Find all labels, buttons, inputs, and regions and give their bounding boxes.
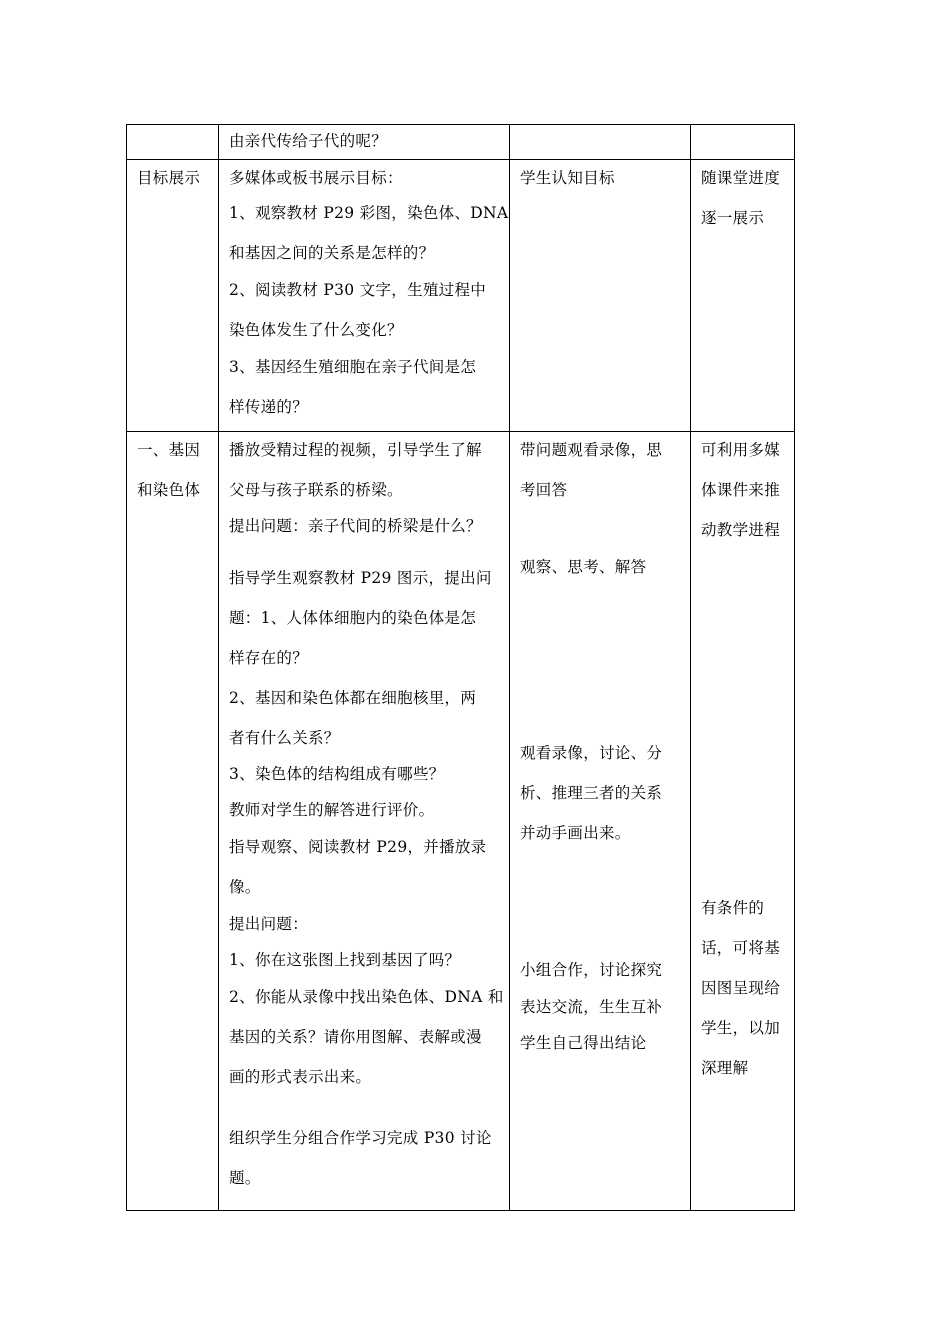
- text-line: 观察、思考、解答: [520, 558, 647, 576]
- text-line: 教师对学生的解答进行评价。: [229, 801, 435, 819]
- notes-cell: [691, 160, 795, 432]
- text-line: 带问题观看录像，思: [520, 441, 663, 459]
- text-line: 指导观察、阅读教材 P29，并播放录: [229, 838, 487, 856]
- text-line: 有条件的: [701, 899, 765, 917]
- text-line: 学生认知目标: [520, 169, 615, 187]
- text-line: 画的形式表示出来。: [229, 1068, 372, 1086]
- text-line: 提出问题：: [229, 915, 309, 933]
- text-line: 析、推理三者的关系: [520, 784, 663, 802]
- notes-cell: [691, 432, 795, 1211]
- table-row: [127, 160, 795, 432]
- student-activity-cell: [510, 125, 691, 160]
- text-line: 2、你能从录像中找出染色体、DNA 和: [229, 988, 504, 1006]
- text-line: 考回答: [520, 481, 568, 499]
- text-line: 随课堂进度: [701, 169, 781, 187]
- text-line: 表达交流，生生互补: [520, 998, 663, 1016]
- text-line: 体课件来推: [701, 481, 781, 499]
- student-activity-cell: [510, 160, 691, 432]
- text-line: 观看录像，讨论、分: [520, 744, 663, 762]
- stage-cell: [127, 125, 219, 160]
- text-line: 播放受精过程的视频，引导学生了解: [229, 441, 482, 459]
- text-line: 者有什么关系？: [229, 729, 340, 747]
- text-line: 样存在的？: [229, 649, 309, 667]
- text-line: 题。: [229, 1169, 261, 1187]
- text-line: 可利用多媒: [701, 441, 781, 459]
- text-line: 和基因之间的关系是怎样的？: [229, 244, 435, 262]
- teacher-activity-cell: [219, 160, 510, 432]
- text-line: 由亲代传给子代的呢？: [229, 132, 388, 150]
- text-line: 指导学生观察教材 P29 图示，提出问: [229, 569, 492, 587]
- lesson-plan-table: [126, 124, 795, 1211]
- teacher-activity-cell: [219, 125, 510, 160]
- text-line: 多媒体或板书展示目标：: [229, 169, 403, 187]
- stage-cell: [127, 432, 219, 1211]
- text-line: 学生，以加: [701, 1019, 781, 1037]
- text-line: 动教学进程: [701, 521, 781, 539]
- text-line: 提出问题：亲子代间的桥梁是什么？: [229, 517, 482, 535]
- text-line: 组织学生分组合作学习完成 P30 讨论: [229, 1129, 492, 1147]
- text-line: 父母与孩子联系的桥梁。: [229, 481, 403, 499]
- text-line: 2、阅读教材 P30 文字，生殖过程中: [229, 281, 487, 299]
- text-line: 因图呈现给: [701, 979, 781, 997]
- text-line: 并动手画出来。: [520, 824, 631, 842]
- stage-label: 一、基因: [137, 441, 201, 459]
- notes-cell: [691, 125, 795, 160]
- table-row: [127, 432, 795, 1211]
- text-line: 3、基因经生殖细胞在亲子代间是怎: [229, 358, 477, 376]
- student-activity-cell: [510, 432, 691, 1211]
- stage-cell: [127, 160, 219, 432]
- text-line: 逐一展示: [701, 209, 765, 227]
- text-line: 1、你在这张图上找到基因了吗？: [229, 951, 461, 969]
- text-line: 2、基因和染色体都在细胞核里，两: [229, 689, 477, 707]
- text-line: 基因的关系？请你用图解、表解或漫: [229, 1028, 482, 1046]
- text-line: 话，可将基: [701, 939, 781, 957]
- text-line: 像。: [229, 878, 261, 896]
- text-line: 1、观察教材 P29 彩图，染色体、DNA: [229, 204, 509, 222]
- text-line: 学生自己得出结论: [520, 1034, 647, 1052]
- text-line: 染色体发生了什么变化？: [229, 321, 403, 339]
- text-line: 小组合作，讨论探究: [520, 961, 663, 979]
- text-line: 样传递的？: [229, 398, 309, 416]
- stage-label: 目标展示: [137, 169, 201, 187]
- text-line: 题：1、人体体细胞内的染色体是怎: [229, 609, 477, 627]
- text-line: 3、染色体的结构组成有哪些？: [229, 765, 445, 783]
- stage-label: 和染色体: [137, 481, 201, 499]
- table-row: [127, 125, 795, 160]
- text-line: 深理解: [701, 1059, 749, 1077]
- teacher-activity-cell: [219, 432, 510, 1211]
